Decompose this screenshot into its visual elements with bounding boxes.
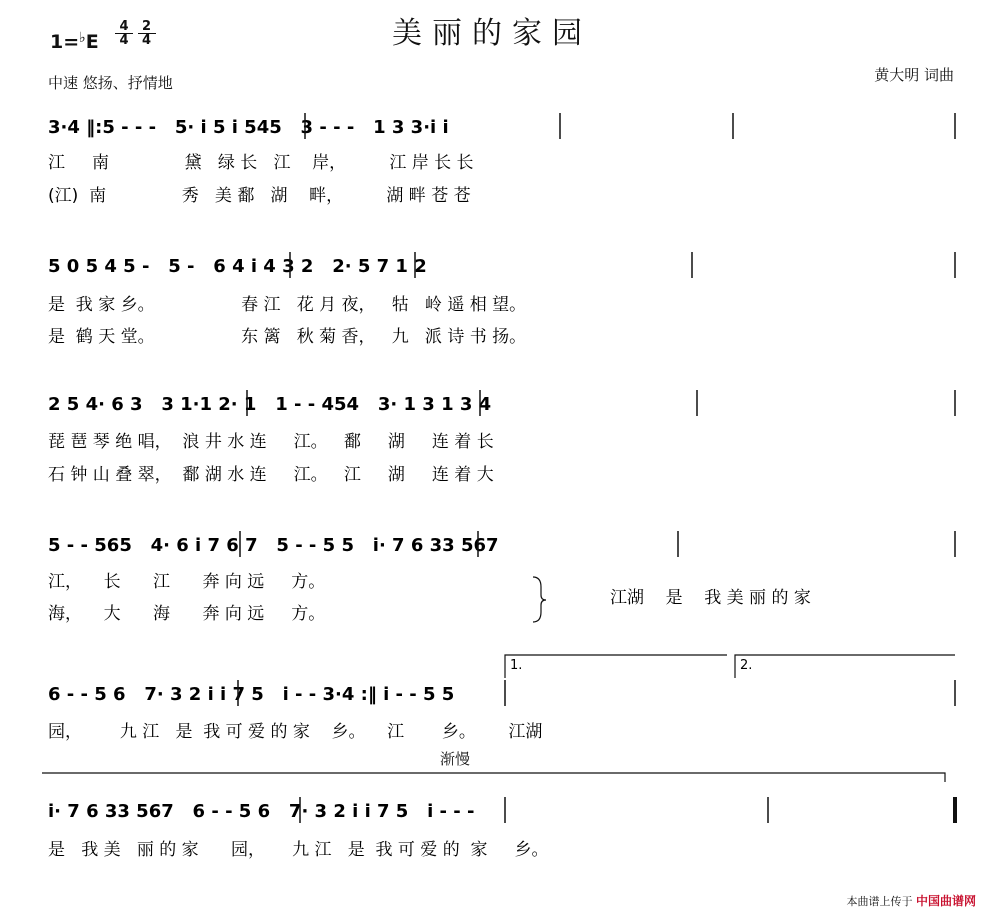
volta1-bracket <box>505 655 727 678</box>
notes-row-5: 6 - - 5 6 7· 3 2 i i 7 5 i - - 3·4 :‖ i - - 5 5 <box>48 684 455 705</box>
volta2-label: 2. <box>740 658 753 673</box>
page-title: 美丽的家园 <box>392 16 592 51</box>
key-note: E <box>85 31 99 53</box>
site-logo: 中国曲谱网 <box>915 894 976 908</box>
refrain-brace <box>533 577 546 622</box>
tempo-change-marking: 渐慢 <box>440 750 471 768</box>
refrain-lyrics: 江湖 是 我 美 丽 的 家 <box>610 588 811 608</box>
lyrics-verse1-row-2: 是 我 家 乡。 春 江 花 月 夜， 牯 岭 遥 相 望。 <box>48 295 527 315</box>
key-prefix: 1= <box>50 31 80 53</box>
lyrics-verse1-row-5: 园， 九 江 是 我 可 爱 的 家 乡。 江 乡。 江湖 <box>48 722 543 742</box>
footer-text: 本曲谱上传于 <box>846 895 913 908</box>
notes-row-3: 2 5 4· 6 3 3 1·1 2· 1 1 - - 454 3· 1 3 1 3 4 <box>48 394 492 415</box>
time-sig-numerator: 2 <box>138 20 156 34</box>
composer-credit: 黄大明 词曲 <box>874 66 954 84</box>
notes-row-6: i· 7 6 33 567 6 - - 5 6 7· 3 2 i i 7 5 i - - - <box>48 801 475 822</box>
score-rows <box>42 113 955 860</box>
ritardando-line <box>42 773 945 782</box>
notes-row-1: 3·4 ‖:5 - - - 5· i 5 i 545 3 - - - 1 3 3·i i <box>48 117 449 138</box>
notes-row-2: 5 0 5 4 5 - 5 - 6 4 i 4 3 2 2· 5 7 1 2 <box>48 256 427 277</box>
time-sig-denominator: 4 <box>119 33 129 48</box>
lyrics-verse2-row-3: 石 钟 山 叠 翠， 鄱 湖 水 连 江。 江 湖 连 着 大 <box>48 465 494 485</box>
time-sig-denominator: 4 <box>142 33 152 48</box>
lyrics-verse1-row-3: 琵 琶 琴 绝 唱， 浪 井 水 连 江。 鄱 湖 连 着 长 <box>48 432 494 452</box>
volta1-label: 1. <box>510 658 523 673</box>
lyrics-verse2-row-1: (江) 南 秀 美 鄱 湖 畔， 湖 畔 苍 苍 <box>48 186 471 206</box>
lyrics-verse1-row-4: 江， 长 江 奔 向 远 方。 <box>48 572 326 592</box>
lyrics-verse2-row-4: 海， 大 海 奔 向 远 方。 <box>48 604 326 624</box>
tempo-marking: 中速 悠扬、抒情地 <box>48 74 173 92</box>
notes-row-4: 5 - - 565 4· 6 i 7 6 7 5 - - 5 5 i· 7 6 33 567 <box>48 535 499 556</box>
lyrics-verse1-row-6: 是 我 美 丽 的 家 园， 九 江 是 我 可 爱 的 家 乡。 <box>48 840 549 860</box>
lyrics-verse2-row-2: 是 鹤 天 堂。 东 篱 秋 菊 香， 九 派 诗 书 扬。 <box>48 327 527 347</box>
lyrics-verse1-row-1: 江 南 黛 绿 长 江 岸， 江 岸 长 长 <box>48 153 474 173</box>
time-sig-numerator: 4 <box>115 20 133 34</box>
footer-credit <box>846 892 976 909</box>
volta2-bracket <box>735 655 955 678</box>
flat-sign: ♭ <box>79 30 86 46</box>
